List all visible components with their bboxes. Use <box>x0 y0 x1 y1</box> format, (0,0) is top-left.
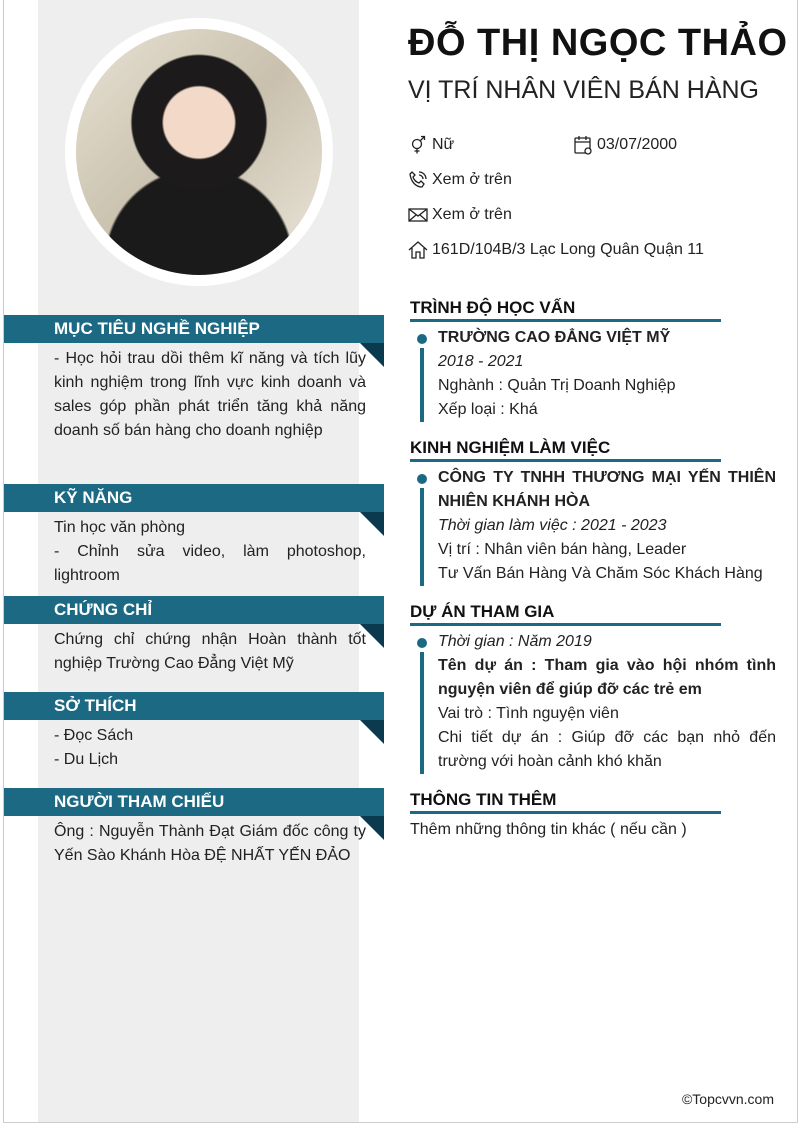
major: Nghành : Quản Trị Doanh Nghiệp <box>438 377 676 394</box>
ribbon-fold <box>360 816 384 840</box>
job-position: VỊ TRÍ NHÂN VIÊN BÁN HÀNG <box>408 76 759 104</box>
avatar <box>65 18 333 286</box>
section-objective <box>4 315 384 443</box>
hobby-item: - Đọc Sách <box>54 727 134 744</box>
section-title: SỞ THÍCH <box>4 692 384 720</box>
objective-text: - Học hỏi trau dồi thêm kĩ năng và tích lũy kinh nghiệm trong lĩnh vực kinh doanh và sales góp phần phát triển tăng khả năng doanh số bán hàng cho doanh nghiệp <box>54 350 366 439</box>
avatar-image <box>76 29 322 275</box>
address-value: 161D/104B/3 Lạc Long Quân Quận 11 <box>432 241 704 258</box>
section-title: CHỨNG CHỈ <box>4 596 384 624</box>
email-icon <box>408 205 428 225</box>
work-period: Thời gian làm việc : 2021 - 2023 <box>438 517 667 534</box>
section-title: DỰ ÁN THAM GIA <box>410 602 721 626</box>
gender-info <box>408 135 454 155</box>
project-detail: Chi tiết dự án : Giúp đỡ các bạn nhỏ đến trường với hoàn cảnh khó khăn <box>438 729 776 770</box>
skill-item: Tin học văn phòng <box>54 519 186 536</box>
project-role: Vai trò : Tình nguyện viên <box>438 705 619 722</box>
certificate-text: Chứng chỉ chứng nhận Hoàn thành tốt nghiệp Trường Cao Đẳng Việt Mỹ <box>54 631 366 672</box>
ribbon-fold <box>360 512 384 536</box>
section-title: KINH NGHIỆM LÀM VIỆC <box>410 438 721 462</box>
bullet-dot <box>417 474 427 484</box>
section-hobbies <box>4 692 384 772</box>
section-experience <box>410 438 776 586</box>
ribbon-fold <box>360 624 384 648</box>
section-certificates <box>4 596 384 676</box>
home-icon <box>408 240 428 260</box>
grade: Xếp loại : Khá <box>438 401 538 418</box>
skill-item: - Chỉnh sửa video, làm photoshop, lightroom <box>54 543 366 584</box>
project-name: Tên dự án : Tham gia vào hội nhóm tình nguyện viên để giúp đỡ các trẻ em <box>438 657 776 698</box>
phone-value: Xem ở trên <box>432 171 512 188</box>
project-item <box>410 630 776 774</box>
section-references <box>4 788 384 868</box>
gender-icon <box>408 135 428 155</box>
ribbon-fold <box>360 720 384 744</box>
company-name: CÔNG TY TNHH THƯƠNG MẠI YẾN THIÊN NHIÊN KHÁNH HÒA <box>438 469 776 510</box>
section-education <box>410 298 776 422</box>
bullet-dot <box>417 638 427 648</box>
bullet-dot <box>417 334 427 344</box>
section-extra <box>410 790 776 842</box>
section-projects <box>410 602 776 774</box>
work-description: Tư Vấn Bán Hàng Và Chăm Sóc Khách Hàng <box>438 565 763 582</box>
email-info <box>408 205 512 225</box>
school-name: TRƯỜNG CAO ĐẲNG VIỆT MỸ <box>438 329 671 346</box>
section-skills <box>4 484 384 588</box>
birthday-info <box>573 135 677 155</box>
hobby-item: - Du Lịch <box>54 751 119 768</box>
phone-info <box>408 170 512 190</box>
candidate-name: ĐỖ THỊ NGỌC THẢO <box>408 22 788 64</box>
section-title: THÔNG TIN THÊM <box>410 790 721 814</box>
email-value: Xem ở trên <box>432 206 512 223</box>
study-period: 2018 - 2021 <box>438 353 524 370</box>
timeline-line <box>420 488 424 586</box>
calendar-icon <box>573 135 593 155</box>
ribbon-fold <box>360 343 384 367</box>
timeline-line <box>420 348 424 422</box>
gender-value: Nữ <box>432 136 455 153</box>
timeline-line <box>420 652 424 774</box>
extra-text: Thêm những thông tin khác ( nếu cần ) <box>410 821 687 838</box>
section-title: MỤC TIÊU NGHỀ NGHIỆP <box>4 315 384 343</box>
work-role: Vị trí : Nhân viên bán hàng, Leader <box>438 541 687 558</box>
address-info <box>408 240 704 260</box>
birthday-value: 03/07/2000 <box>597 136 678 153</box>
education-item <box>410 326 776 422</box>
footer-credit: ©Topcvvn.com <box>681 1091 774 1107</box>
phone-icon <box>408 170 428 190</box>
section-title: NGƯỜI THAM CHIẾU <box>4 788 384 816</box>
section-title: TRÌNH ĐỘ HỌC VẤN <box>410 298 721 322</box>
section-title: KỸ NĂNG <box>4 484 384 512</box>
project-period: Thời gian : Năm 2019 <box>438 633 592 650</box>
reference-text: Ông : Nguyễn Thành Đạt Giám đốc công ty Yến Sào Khánh Hòa ĐỆ NHẤT YẾN ĐẢO <box>54 823 366 864</box>
experience-item <box>410 466 776 586</box>
